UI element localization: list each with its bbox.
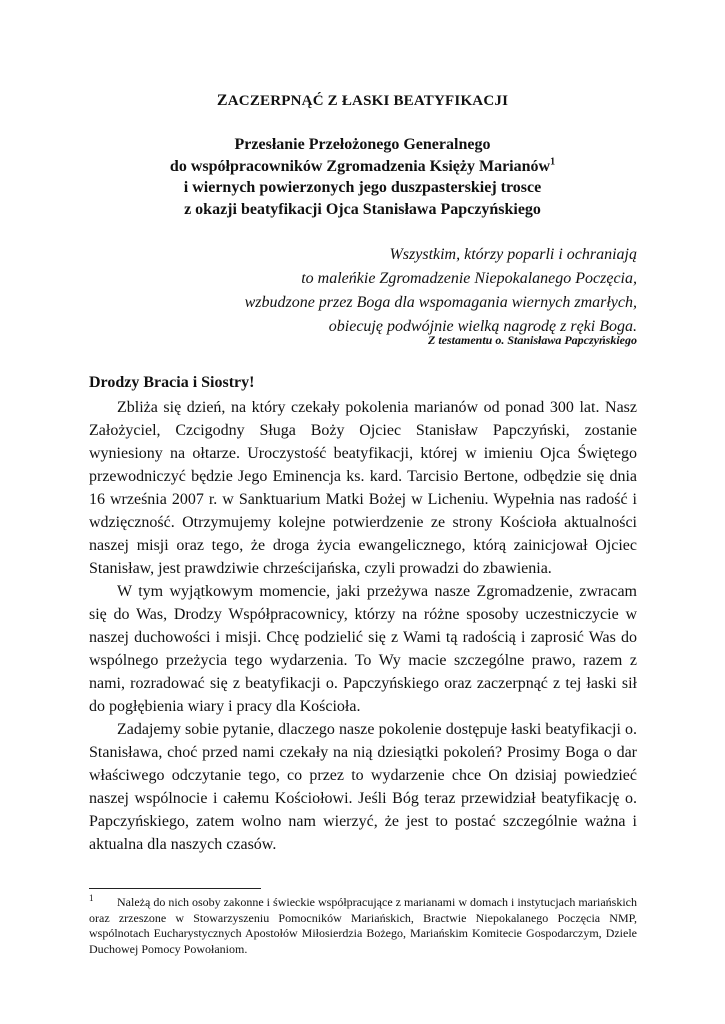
footnote-divider	[89, 888, 261, 889]
document-subtitle	[80, 134, 645, 220]
subtitle-line: Przesłanie Przełożonego Generalnego	[234, 136, 491, 153]
subtitle-line: i wiernych powierzonych jego duszpasterskiej trosce	[183, 179, 542, 196]
document-title	[0, 92, 725, 110]
epigraph-line: to maleńkie Zgromadzenie Niepokalanego Poczęcia,	[301, 270, 637, 287]
subtitle-line	[80, 156, 645, 178]
footnote: 1 Należą do nich osoby zakonne i świeckie współpracujące z marianami w domach i instytucjach mariańskich oraz zrzeszone w Stowarzyszeniu Pomocników Mariańskich, Bractwie Niepokalanego Poczęcia NMP, wspólnotach Eucharystycznych Apostołów Miłosierdzia Bożego, Mariańskim Komitecie Gospodarczym, Dziele Duchowej Pomocy Powołaniom.	[89, 893, 637, 956]
epigraph-source: Z testamentu o. Stanisława Papczyńskiego	[427, 333, 637, 347]
title-initial: Z	[216, 92, 228, 109]
body-paragraph: W tym wyjątkowym momencie, jaki przeżywa nasze Zgromadzenie, zwracam się do Was, Drodzy Współpracownicy, którzy na różne sposoby uczestniczycie w naszej duchowości i misji. Chcę podzielić się z Wami tą radością i zaprosić Was do wspólnego przeżycia tego wydarzenia. To Wy macie szczególne prawo, razem z nami, rozradować się z beatyfikacji o. Papczyńskiego oraz zaczerpnąć z tej łaski sił do pogłębienia wiary i pracy dla Kościoła.	[89, 583, 637, 715]
title-rest: ACZERPNĄĆ Z ŁASKI BEATYFIKACJI	[227, 93, 509, 109]
subtitle-line-text: do współpracowników Zgromadzenia Księży Marianów	[169, 157, 551, 175]
body-paragraph: Zadajemy sobie pytanie, dlaczego nasze pokolenie dostępuje łaski beatyfikacji o. Stanisława, choć przed nami czekały na nią dziesiątki pokoleń? Prosimy Boga o dar właściwego odczytanie tego, co przez to wydarzenie chce On dzisiaj powiedzieć naszej wspólnocie i całemu Kościołowi. Jeśli Bóg teraz przewidział beatyfikację o. Papczyńskiego, zatem wolno nam wierzyć, że jest to postać szczególnie ważna i aktualna dla naszych czasów.	[89, 721, 637, 853]
epigraph-line: wzbudzone przez Boga dla wspomagania wiernych zmarłych,	[244, 294, 637, 311]
footnote-reference[interactable]: 1	[550, 156, 556, 168]
epigraph-line: obiecuję podwójnie wielką nagrodę z ręki Boga.	[328, 318, 637, 335]
footnote-text: Należą do nich osoby zakonne i świeckie współpracujące z marianami w domach i instytucjach mariańskich oraz zrzeszone w Stowarzyszeniu Pomocników Mariańskich, Bractwie Niepokalanego Poczęcia NMP, wspólnotach Eucharystycznych Apostołów Miłosierdzia Bożego, Mariańskim Komitecie Gospodarczym, Dziele Duchowej Pomocy Powołaniom.	[89, 895, 637, 956]
epigraph	[117, 243, 637, 339]
letter-body	[89, 396, 637, 856]
subtitle-line: z okazji beatyfikacji Ojca Stanisława Papczyńskiego	[184, 200, 541, 218]
greeting: Drodzy Bracia i Siostry!	[89, 374, 255, 391]
body-paragraph: Zbliża się dzień, na który czekały pokolenia marianów od ponad 300 lat. Nasz Założyciel, Czcigodny Sługa Boży Ojciec Stanisław Papczyński, zostanie wyniesiony na ołtarze. Uroczystość beatyfikacji, której w imieniu Ojca Świętego przewodniczyć będzie Jego Eminencja ks. kard. Tarcisio Bertone, odbędzie się dnia 16 września 2007 r. w Sanktuarium Matki Bożej w Licheniu. Wypełnia nas radość i wdzięczność. Otrzymujemy kolejne potwierdzenie ze strony Kościoła aktualności naszej misji oraz tego, że droga życia ewangelicznego, którą zainicjował Ojciec Stanisław, jest prawdziwie chrześcijańska, czyli prowadzi do zbawienia.	[89, 399, 637, 577]
epigraph-line: Wszystkim, którzy poparli i ochraniają	[389, 246, 637, 263]
